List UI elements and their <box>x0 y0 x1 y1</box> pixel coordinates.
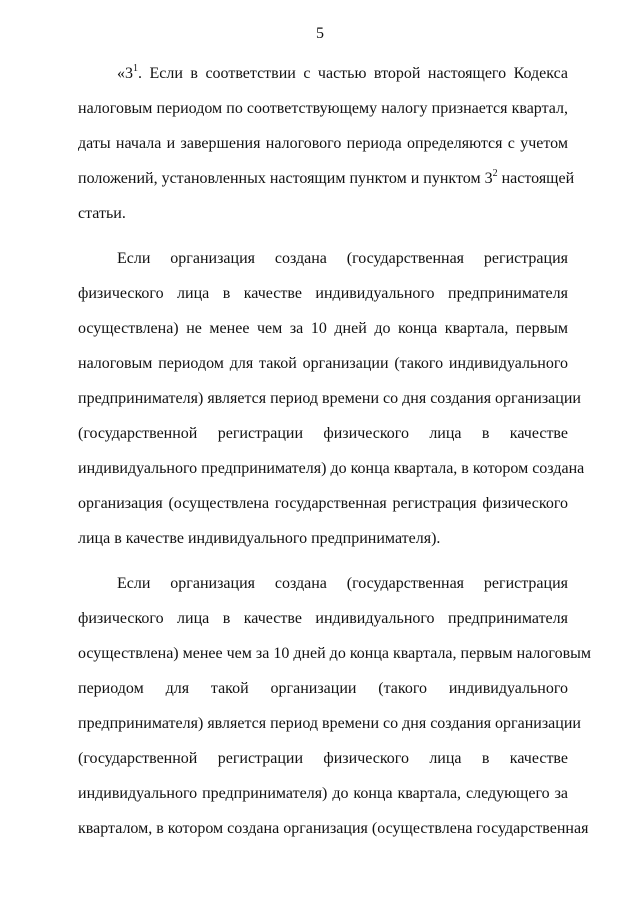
text-line <box>78 346 568 381</box>
paragraph <box>78 56 575 231</box>
text-line <box>78 566 568 601</box>
text-line <box>78 126 568 161</box>
text-run: индивидуального предпринимателя) до конца квартала, следующего за <box>78 785 568 802</box>
paragraph <box>78 241 585 556</box>
text-line <box>78 311 568 346</box>
text-run: налоговым периодом для такой организации (такого индивидуального <box>78 355 568 372</box>
text-run: осуществлена) менее чем за 10 дней до конца квартала, первым налоговым <box>78 645 592 662</box>
text-line <box>78 521 568 556</box>
text-run: индивидуального предпринимателя) до конца квартала, в котором создана <box>78 460 585 477</box>
text-run: предпринимателя) является период времени со дня создания организации <box>78 715 581 732</box>
text-run: «3 <box>117 65 133 82</box>
text-line <box>78 671 568 706</box>
text-line <box>78 741 568 776</box>
text-run: даты начала и завершения налогового периода определяются с учетом <box>78 135 568 152</box>
text-run: лица в качестве индивидуального предпринимателя). <box>78 530 441 547</box>
text-run: организация (осуществлена государственная регистрация физического <box>78 495 568 512</box>
text-line <box>78 91 568 126</box>
superscript: 1 <box>133 62 138 74</box>
text-run: периодом для такой организации (такого индивидуального <box>78 680 568 697</box>
text-run: . Если в соответствии с частью второй настоящего Кодекса <box>138 65 568 82</box>
text-line <box>78 601 568 636</box>
text-run: положений, установленных настоящим пунктом и пунктом 3 <box>78 170 493 187</box>
text-line <box>78 811 589 846</box>
text-line <box>78 196 568 231</box>
text-run: (государственной регистрации физического лица в качестве <box>78 750 568 767</box>
text-line <box>78 776 568 811</box>
text-run: осуществлена) не менее чем за 10 дней до конца квартала, первым <box>78 320 568 337</box>
text-run: Если организация создана (государственная регистрация <box>117 575 568 592</box>
text-run: физического лица в качестве индивидуального предпринимателя <box>78 285 568 302</box>
text-run: физического лица в качестве индивидуального предпринимателя <box>78 610 568 627</box>
text-line <box>78 276 568 311</box>
text-run: кварталом, в котором создана организация (осуществлена государственная <box>78 820 589 837</box>
text-run: Если организация создана (государственная регистрация <box>117 250 568 267</box>
text-line <box>78 381 581 416</box>
document-body <box>78 56 592 846</box>
text-run: настоящей <box>497 170 575 187</box>
text-run: статьи. <box>78 205 126 222</box>
text-line <box>78 416 568 451</box>
paragraph <box>78 566 592 846</box>
paragraph-gap <box>78 231 568 241</box>
superscript: 2 <box>492 167 498 179</box>
text-line <box>78 451 585 486</box>
text-line <box>78 486 568 521</box>
text-line <box>78 706 581 741</box>
text-line <box>78 161 575 196</box>
paragraph-gap <box>78 556 568 566</box>
text-run: (государственной регистрации физического лица в качестве <box>78 425 568 442</box>
text-run: предпринимателя) является период времени со дня создания организации <box>78 390 581 407</box>
text-line <box>78 241 568 276</box>
text-run: налоговым периодом по соответствующему налогу признается квартал, <box>78 100 568 117</box>
page-number: 5 <box>316 25 324 42</box>
text-line <box>78 56 568 91</box>
text-line <box>78 636 592 671</box>
